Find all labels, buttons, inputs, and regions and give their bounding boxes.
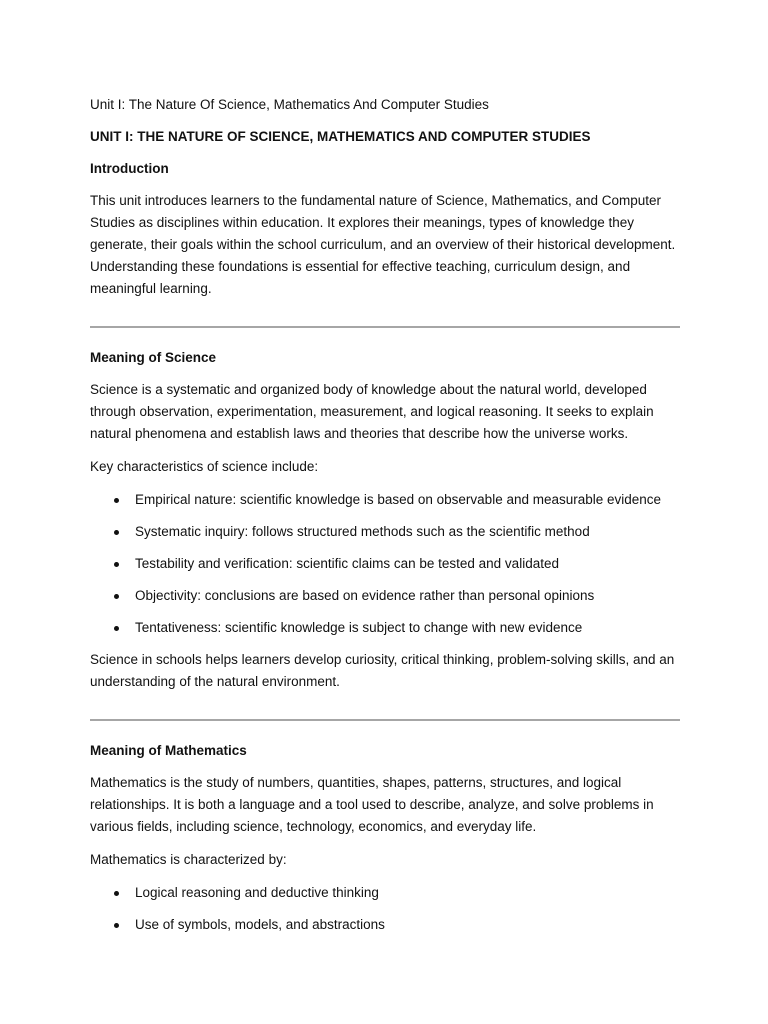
mathematics-definition-paragraph: Mathematics is the study of numbers, quantities, shapes, patterns, structures, and logical relationships. It is both a language and a tool used to describe, analyze, and solve problems in various fields, including science, technology, economics, and everyday life. xyxy=(90,775,654,834)
list-item-text: Empirical nature: scientific knowledge is based on observable and measurable evidence xyxy=(135,492,662,507)
section-heading-introduction: Introduction xyxy=(90,161,169,176)
bullet-icon xyxy=(114,530,119,535)
list-item-text: Testability and verification: scientific claims can be tested and validated xyxy=(135,556,559,571)
bullet-icon xyxy=(114,498,119,503)
mathematics-characteristics-list xyxy=(90,882,680,936)
list-item-text: Tentativeness: scientific knowledge is subject to change with new evidence xyxy=(135,620,583,635)
list-item xyxy=(90,617,680,639)
section-divider xyxy=(90,326,680,328)
list-item-text: Objectivity: conclusions are based on evidence rather than personal opinions xyxy=(135,588,595,603)
bullet-icon xyxy=(114,626,119,631)
section-heading-science: Meaning of Science xyxy=(90,350,217,365)
list-item xyxy=(90,585,680,607)
list-item xyxy=(90,521,680,543)
bullet-icon xyxy=(114,594,119,599)
list-item xyxy=(90,882,680,904)
list-item xyxy=(90,489,680,511)
science-characteristics-intro: Key characteristics of science include: xyxy=(90,459,319,474)
main-heading: UNIT I: THE NATURE OF SCIENCE, MATHEMATICS AND COMPUTER STUDIES xyxy=(90,129,591,144)
list-item-text: Systematic inquiry: follows structured methods such as the scientific method xyxy=(135,524,590,539)
introduction-paragraph: This unit introduces learners to the fundamental nature of Science, Mathematics, and Computer Studies as disciplines within education. It explores their meanings, types of knowledge they generate, their goals within the school curriculum, and an overview of their historical development. Understanding these foundations is essential for effective teaching, curriculum design, and meaningful learning. xyxy=(90,193,676,296)
science-characteristics-list xyxy=(90,489,680,639)
mathematics-characteristics-intro: Mathematics is characterized by: xyxy=(90,852,287,867)
list-item-text: Use of symbols, models, and abstractions xyxy=(135,917,385,932)
section-divider xyxy=(90,719,680,721)
list-item xyxy=(90,914,680,936)
bullet-icon xyxy=(114,891,119,896)
section-heading-mathematics: Meaning of Mathematics xyxy=(90,743,247,758)
science-closing-paragraph: Science in schools helps learners develop curiosity, critical thinking, problem-solving skills, and an understanding of the natural environment. xyxy=(90,652,675,689)
bullet-icon xyxy=(114,562,119,567)
science-definition-paragraph: Science is a systematic and organized body of knowledge about the natural world, developed through observation, experimentation, measurement, and logical reasoning. It seeks to explain natural phenomena and establish laws and theories that describe how the universe works. xyxy=(90,382,654,441)
list-item-text: Logical reasoning and deductive thinking xyxy=(135,885,379,900)
bullet-icon xyxy=(114,923,119,928)
document-title: Unit I: The Nature Of Science, Mathematics And Computer Studies xyxy=(90,97,489,112)
list-item xyxy=(90,553,680,575)
